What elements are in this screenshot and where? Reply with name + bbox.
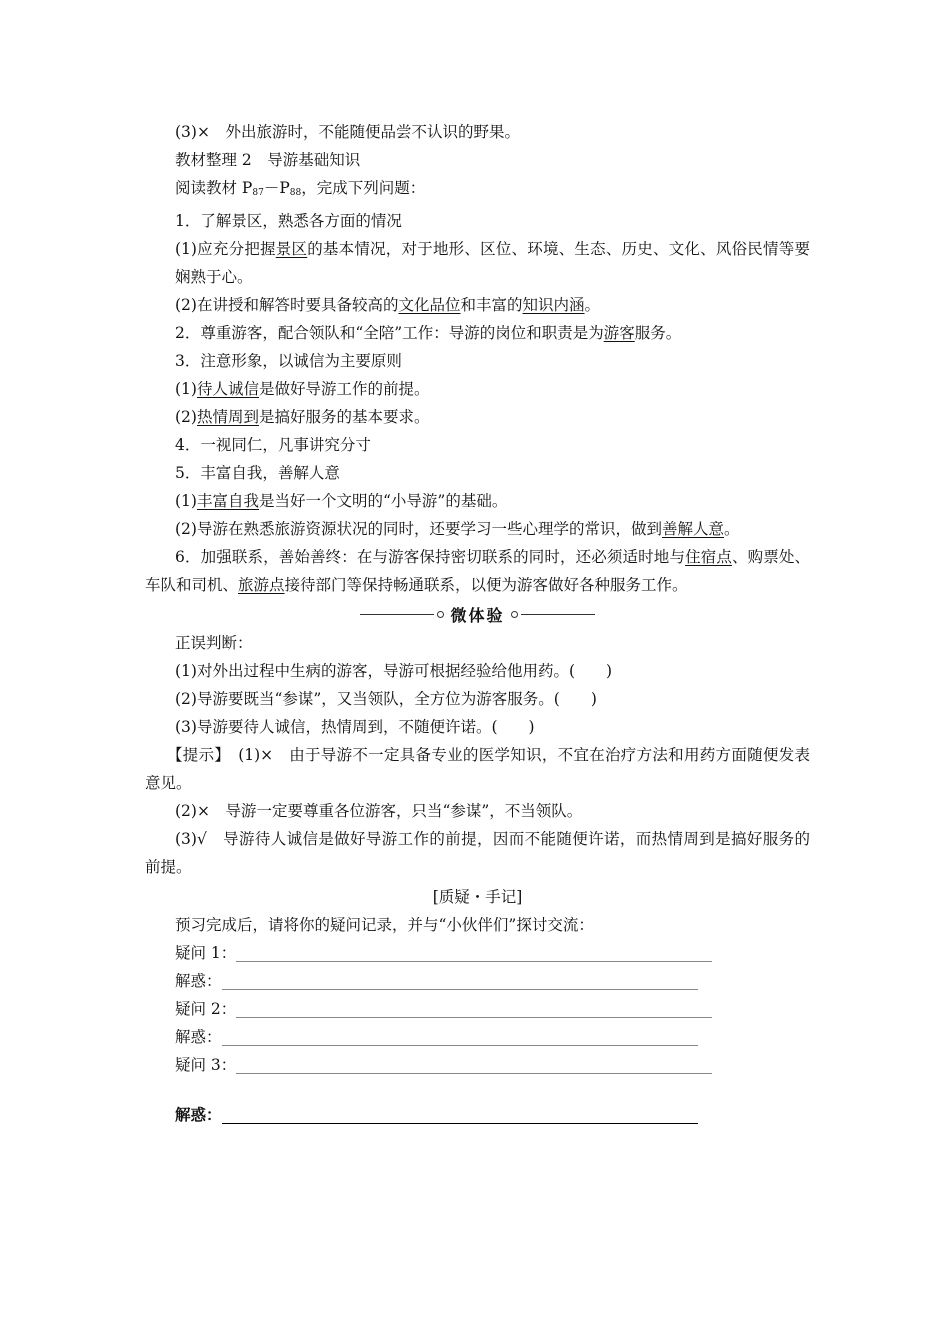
answer-row-1 [145, 967, 810, 995]
divider-title: 微体验 [450, 605, 505, 625]
hint-label: 【提示】 [167, 746, 223, 764]
quiz-question: (2)导游要既当“参谋”，又当领队，全方位为游客服务。( ) [175, 690, 597, 708]
paragraph: (1)待人诚信是做好导游工作的前提。 [175, 380, 430, 398]
divider-dot-icon [437, 611, 444, 618]
quiz-question: (3)导游要待人诚信，热情周到，不随便许诺。( ) [175, 718, 535, 736]
answer-blank: 丰富自我 [196, 492, 259, 510]
answer-label: 解惑： [175, 1105, 222, 1124]
point-heading: 2．尊重游客，配合领队和“全陪”工作：导游的岗位和职责是为游客服务。 [175, 324, 682, 342]
quiz-question: (1)对外出过程中生病的游客，导游可根据经验给他用药。( ) [175, 662, 613, 680]
section-heading: 教材整理 2 导游基础知识 [175, 151, 361, 169]
hint-paragraph: 【提示】 (1)× 由于导游不一定具备专业的医学知识，不宜在治疗方法和用药方面随便发表意见。 [145, 746, 810, 792]
document-page [145, 118, 810, 1129]
answer-blank: 旅游点 [238, 576, 285, 594]
point-heading: 3．注意形象，以诚信为主要原则 [175, 352, 402, 370]
question-row-2 [145, 995, 810, 1023]
answer-blank: 景区 [275, 240, 308, 258]
answer-blank: 知识内涵 [522, 296, 585, 314]
point-heading: 4．一视同仁，凡事讲究分寸 [175, 436, 371, 454]
hint-answer: (2)× 导游一定要尊重各位游客，只当“参谋”，不当领队。 [175, 802, 583, 820]
answer-blank: 文化品位 [398, 296, 461, 314]
paragraph: (1)应充分把握景区的基本情况，对于地形、区位、环境、生态、历史、文化、风俗民情等要娴熟于心。 [175, 240, 810, 286]
question-label: 疑问 3： [175, 1056, 237, 1074]
section-divider [145, 599, 810, 629]
question-label: 疑问 1： [175, 944, 237, 962]
question-input-line[interactable] [236, 997, 712, 1018]
hint-answer: (3)√ 导游待人诚信是做好导游工作的前提，因而不能随便许诺，而热情周到是搞好服务的前提。 [145, 830, 810, 876]
question-row-1 [145, 939, 810, 967]
question-input-line[interactable] [236, 1053, 712, 1074]
answer-label: 解惑： [175, 1028, 222, 1046]
notes-intro: 预习完成后，请将你的疑问记录，并与“小伙伴们”探讨交流： [175, 916, 594, 934]
paragraph: (1)丰富自我是当好一个文明的“小导游”的基础。 [175, 492, 508, 510]
answer-label: 解惑： [175, 972, 222, 990]
answer-input-line[interactable] [222, 1103, 698, 1124]
paragraph: (2)在讲授和解答时要具备较高的文化品位和丰富的知识内涵。 [175, 296, 601, 314]
question-label: 疑问 2： [175, 1000, 237, 1018]
answer-row-2 [145, 1023, 810, 1051]
answer-blank: 住宿点 [685, 548, 732, 566]
notes-title: [质疑・手记] [432, 888, 523, 906]
paragraph: (2)热情周到是搞好服务的基本要求。 [175, 408, 430, 426]
answer-input-line[interactable] [222, 969, 698, 990]
reading-instruction: 阅读教材 $P_{87}-P_{88}$，完成下列问题： [175, 179, 426, 198]
divider-line-left [360, 614, 434, 615]
question-input-line[interactable] [236, 941, 712, 962]
point-heading: 1．了解景区，熟悉各方面的情况 [175, 212, 402, 230]
quiz-intro: 正误判断： [175, 634, 253, 652]
answer-blank: 待人诚信 [196, 380, 259, 398]
paragraph: 6．加强联系，善始善终：在与游客保持密切联系的同时，还必须适时地与住宿点、购票处、车队和司机、旅游点接待部门等保持畅通联系，以便为游客做好各种服务工作。 [145, 548, 810, 594]
divider-dot-icon [511, 611, 518, 618]
answer-row-3 [145, 1101, 810, 1129]
point-heading: 5．丰富自我，善解人意 [175, 464, 340, 482]
question-row-3 [145, 1051, 810, 1079]
answer-line: (3)× 外出旅游时，不能随便品尝不认识的野果。 [175, 123, 520, 141]
answer-blank: 热情周到 [196, 408, 259, 426]
paragraph: (2)导游在熟悉旅游资源状况的同时，还要学习一些心理学的常识，做到善解人意。 [175, 520, 740, 538]
divider-line-right [521, 614, 595, 615]
answer-blank: 善解人意 [661, 520, 724, 538]
answer-blank: 游客 [603, 324, 635, 342]
answer-input-line[interactable] [222, 1025, 698, 1046]
